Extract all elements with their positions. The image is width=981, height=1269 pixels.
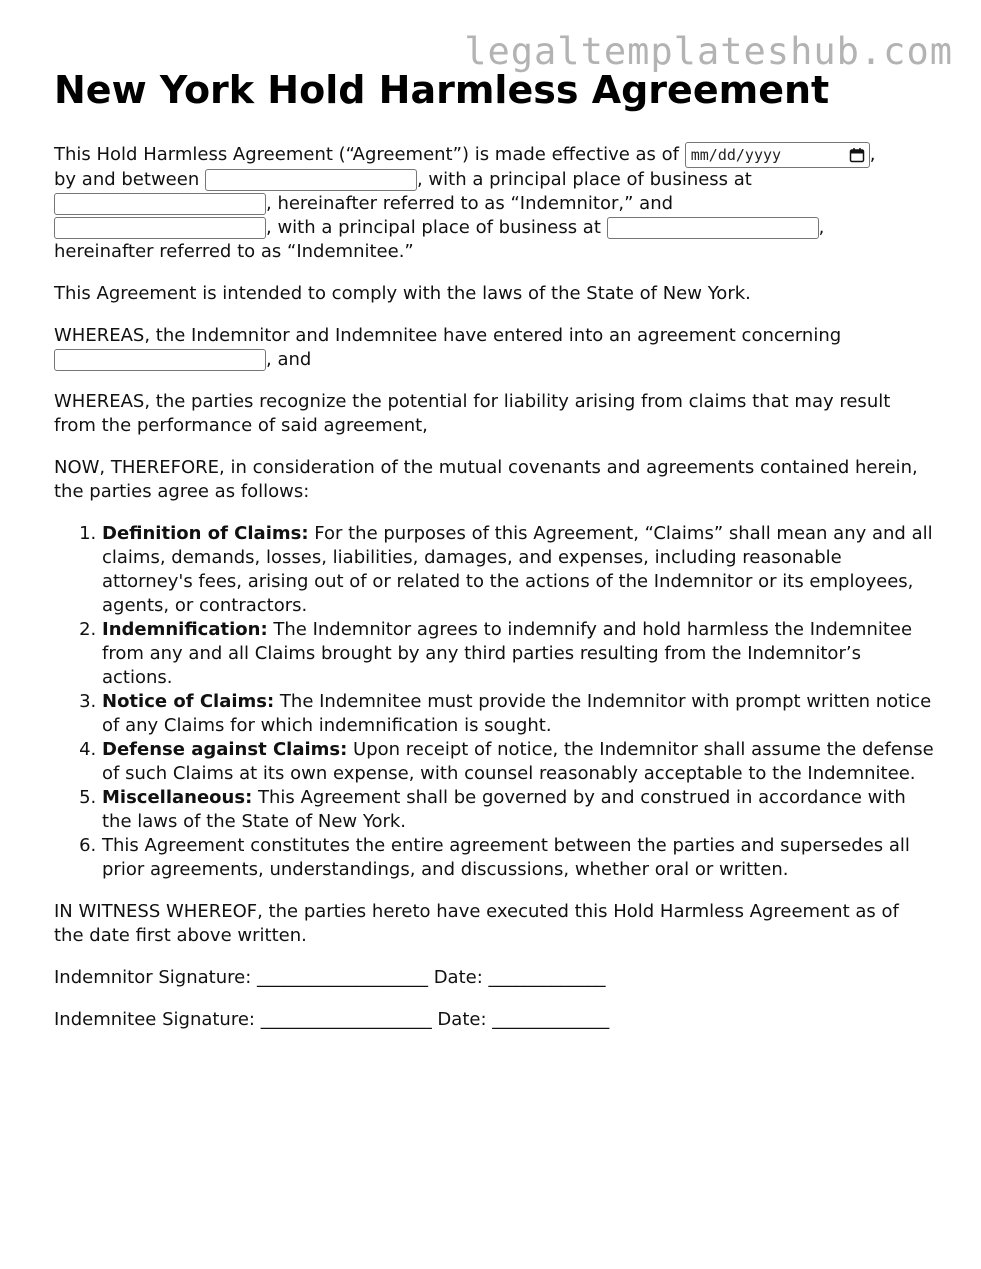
- witness-paragraph: IN WITNESS WHEREOF, the parties hereto have executed this Hold Harmless Agreement as of the date first above written.: [54, 901, 899, 946]
- clause-item: 3. Notice of Claims: The Indemnitee must provide the Indemnitor with prompt written notice of any Claims for which indemnification is sought.: [102, 690, 934, 738]
- whereas-liability: WHEREAS, the parties recognize the potential for liability arising from claims that may result from the performance of said agreement,: [54, 391, 891, 436]
- calendar-icon[interactable]: [849, 147, 865, 163]
- clause-item: 4. Defense against Claims: Upon receipt of notice, the Indemnitor shall assume the defense of such Claims at its own expense, with counsel reasonably acceptable to the Indemnitee.: [102, 738, 934, 786]
- clause-item: 6. This Agreement constitutes the entire agreement between the parties and supersedes all prior agreements, understandings, and discussions, whether oral or written.: [102, 834, 934, 882]
- intro-paragraph: This Hold Harmless Agreement (“Agreement”) is made effective as of mm/dd/yyyy , by and between , with a principal place of business at , hereinafter referred to as “Indemnitor,” and , with a principal place of business at , hereinafter referred to as “Indemnitee.”: [54, 144, 876, 262]
- clause-item: 1. Definition of Claims: For the purposes of this Agreement, “Claims” shall mean any and all claims, demands, losses, liabilities, damages, and expenses, including reasonable attorney's fees, arising out of or related to the actions of the Indemnitor or its employees, agents, or contractors.: [102, 522, 934, 618]
- indemnitee-signature-line: Indemnitee Signature: ___________________ Date: _____________: [54, 1009, 610, 1030]
- clauses-list: [54, 522, 934, 882]
- indemnitor-signature-line: Indemnitor Signature: ___________________ Date: _____________: [54, 967, 606, 988]
- now-therefore: NOW, THEREFORE, in consideration of the mutual covenants and agreements contained herein, the parties agree as follows:: [54, 457, 918, 502]
- indemnitor-name-field[interactable]: [205, 169, 417, 191]
- agreement-subject-field[interactable]: [54, 349, 266, 371]
- effective-date-input[interactable]: mm/dd/yyyy: [685, 142, 870, 168]
- agreement-body: [54, 142, 934, 1050]
- page-title: New York Hold Harmless Agreement: [54, 68, 830, 112]
- indemnitor-address-field[interactable]: [54, 193, 266, 215]
- watermark: legaltemplateshub.com: [464, 30, 953, 73]
- whereas-agreement: WHEREAS, the Indemnitor and Indemnitee have entered into an agreement concerning , and: [54, 325, 842, 370]
- indemnitee-address-field[interactable]: [607, 217, 819, 239]
- indemnitee-name-field[interactable]: [54, 217, 266, 239]
- clause-item: 2. Indemnification: The Indemnitor agrees to indemnify and hold harmless the Indemnitee from any and all Claims brought by any third parties resulting from the Indemnitor’s actions.: [102, 618, 934, 690]
- clause-item: 5. Miscellaneous: This Agreement shall be governed by and construed in accordance with the laws of the State of New York.: [102, 786, 934, 834]
- law-statement: This Agreement is intended to comply with the laws of the State of New York.: [54, 283, 751, 304]
